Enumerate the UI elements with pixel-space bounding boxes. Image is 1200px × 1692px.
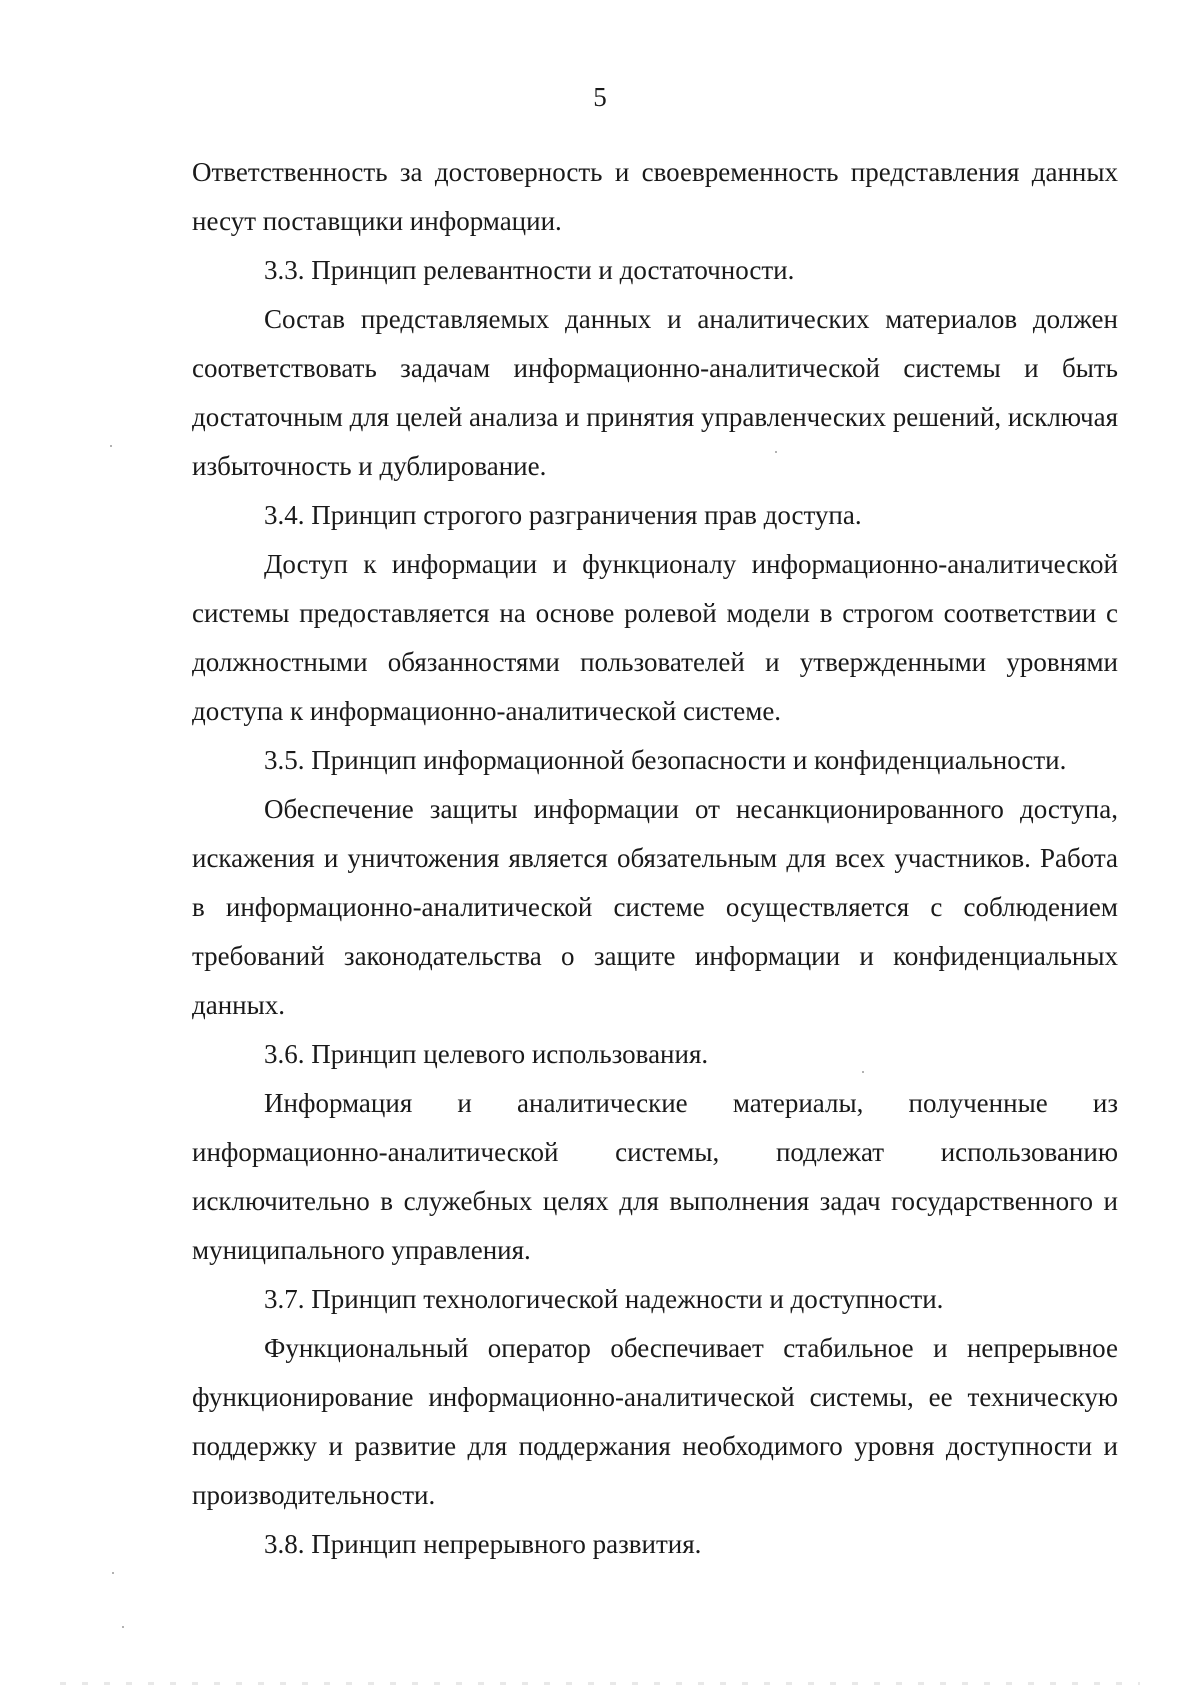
- scan-speck: [112, 1572, 114, 1574]
- scan-speck: [862, 1071, 864, 1073]
- section-heading-3-4: 3.4. Принцип строгого разграничения прав доступа.: [264, 500, 862, 530]
- paragraph-3-4: Доступ к информации и функционалу информационно-аналитической системы предоставляется на основе ролевой модели в строгом соответствии с должностными обязанностями пользователей и утвержденными уровнями доступа к информационно-аналитической системе.: [192, 549, 1118, 726]
- scan-speck: [122, 1626, 124, 1628]
- paragraph-3-3: Состав представляемых данных и аналитических материалов должен соответствовать задачам информационно-аналитической системы и быть достаточным для целей анализа и принятия управленческих решений, исключая избыточность и дублирование.: [192, 304, 1118, 481]
- scan-bottom-edge: [60, 1682, 1140, 1685]
- section-heading-3-6: 3.6. Принцип целевого использования.: [264, 1039, 709, 1069]
- paragraph-continuation: Ответственность за достоверность и своевременность представления данных несут поставщики информации.: [192, 157, 1118, 236]
- document-body: [192, 148, 1118, 1569]
- section-heading-3-8: 3.8. Принцип непрерывного развития.: [264, 1529, 702, 1559]
- section-heading-3-3: 3.3. Принцип релевантности и достаточности.: [264, 255, 795, 285]
- section-heading-3-7: 3.7. Принцип технологической надежности и доступности.: [264, 1284, 944, 1314]
- scan-speck: [775, 451, 777, 453]
- scan-speck: [110, 445, 112, 447]
- paragraph-3-7: Функциональный оператор обеспечивает стабильное и непрерывное функционирование информационно-аналитической системы, ее техническую поддержку и развитие для поддержания необходимого уровня доступности и производительности.: [192, 1333, 1118, 1510]
- page-number: 5: [593, 82, 607, 112]
- section-heading-3-5: 3.5. Принцип информационной безопасности и конфиденциальности.: [264, 745, 1067, 775]
- paragraph-3-6: Информация и аналитические материалы, полученные из информационно-аналитической системы, подлежат использованию исключительно в служебных целях для выполнения задач государственного и муниципального управления.: [192, 1088, 1118, 1265]
- paragraph-3-5: Обеспечение защиты информации от несанкционированного доступа, искажения и уничтожения является обязательным для всех участников. Работа в информационно-аналитической системе осуществляется с соблюдением требований законодательства о защите информации и конфиденциальных данных.: [192, 794, 1118, 1020]
